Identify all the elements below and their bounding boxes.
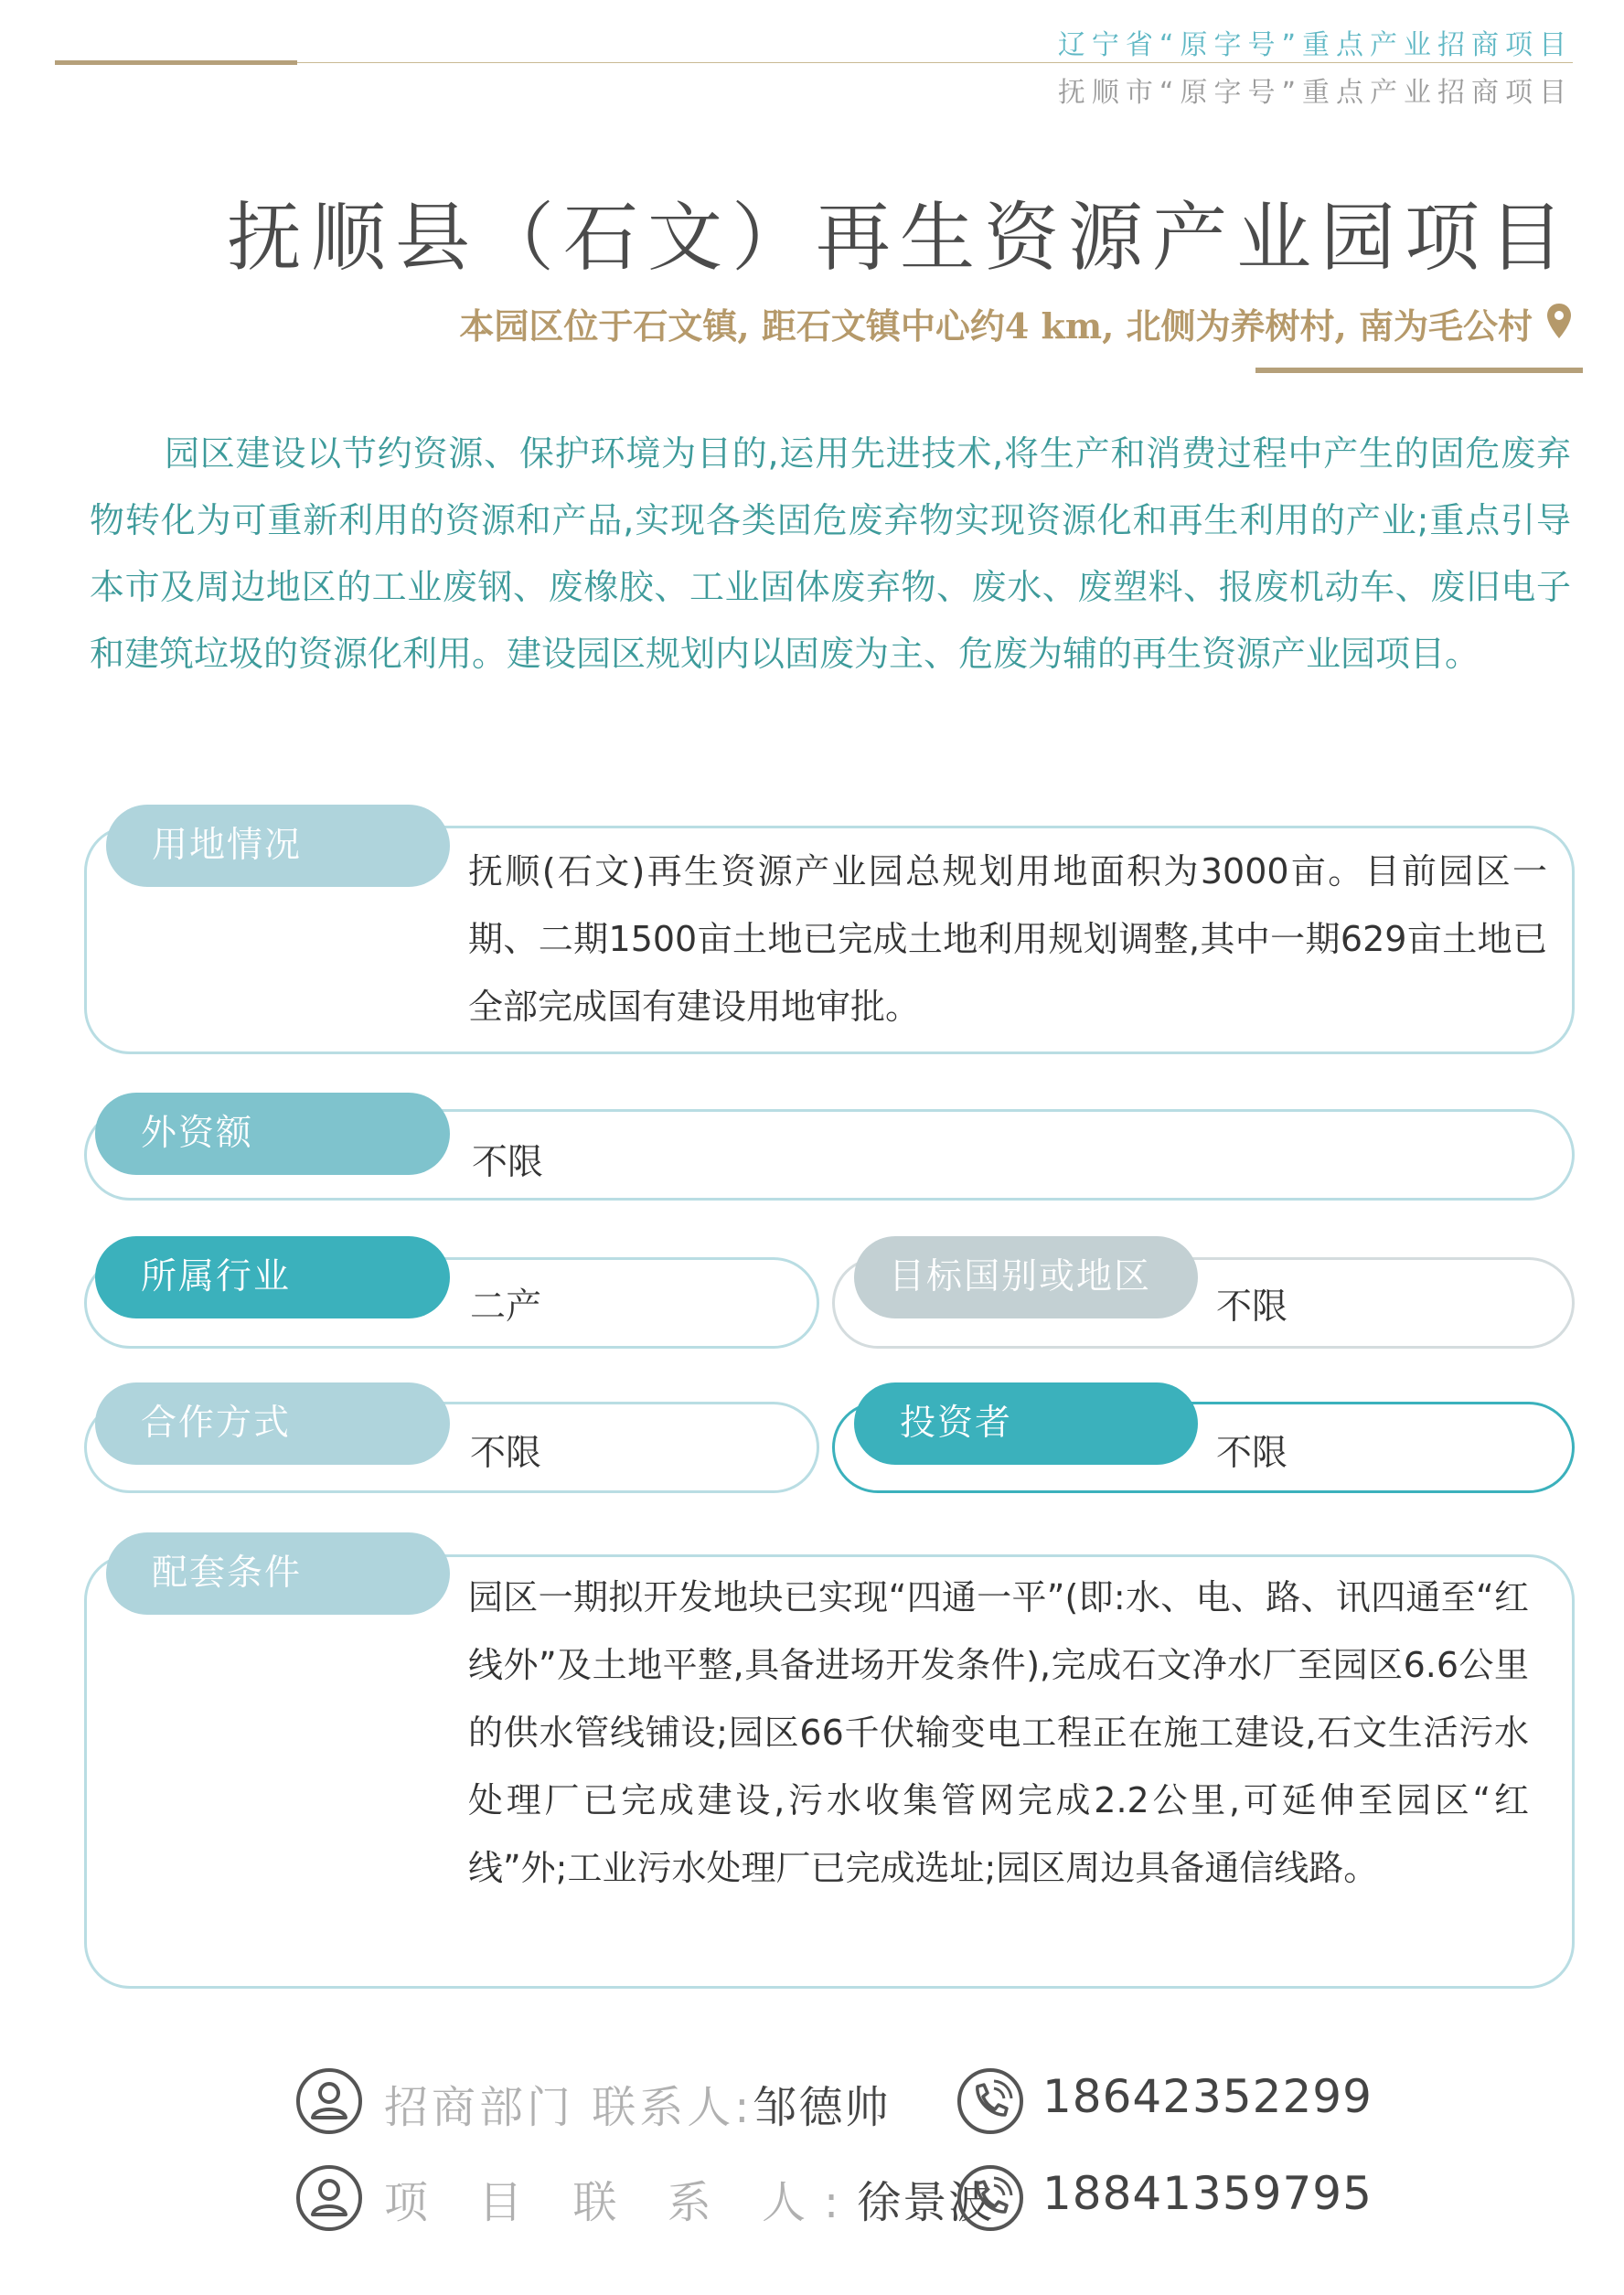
investor-label: 投资者 [854,1382,1198,1465]
subtitle-underline [1255,368,1583,373]
cooperation-value: 不限 [470,1433,542,1474]
industry-value: 二产 [470,1286,542,1328]
contact-label-investment: 招商部门 联系人:邹德帅 [384,2082,891,2133]
page-title: 抚顺县（石文）再生资源产业园项目 [226,195,1573,282]
location-pin-icon [1545,302,1573,340]
land-label: 用地情况 [106,805,450,887]
phone-icon [956,2163,1025,2233]
investor-value: 不限 [1216,1433,1288,1474]
location-subtitle: 本园区位于石文镇, 距石文镇中心约4 km, 北侧为养树村, 南为毛公村 [459,305,1533,347]
contact-label-project: 项 目 联 系 人:徐景波 [384,2177,995,2228]
cooperation-label: 合作方式 [95,1382,450,1465]
header-divider [297,62,1573,63]
contact-name: 徐景波 [857,2177,995,2228]
industry-label: 所属行业 [95,1236,450,1318]
foreign-capital-value: 不限 [472,1142,544,1183]
person-icon [294,2163,364,2233]
contact-name: 邹德帅 [753,2082,891,2133]
facilities-label: 配套条件 [106,1532,450,1615]
province-label: 辽宁省“原字号”重点产业招商项目 [1057,29,1573,61]
land-text: 抚顺(石文)再生资源产业园总规划用地面积为3000亩。目前园区一期、二期1500亩土地已完成土地利用规划调整,其中一期629亩土地已全部完成国有建设用地审批。 [468,851,1547,1027]
city-label: 抚顺市“原字号”重点产业招商项目 [1057,77,1573,109]
contact-phone[interactable]: 18642352299 [1042,2070,1373,2123]
phone-icon [956,2066,1025,2136]
target-region-value: 不限 [1216,1286,1288,1328]
intro-paragraph: 园区建设以节约资源、保护环境为目的,运用先进技术,将生产和消费过程中产生的固危废弃物转化为可重新利用的资源和产品,实现各类固危废弃物实现资源化和再生利用的产业;重点引导本市及周边地区的工业废钢、废橡胶、工业固体废弃物、废水、废塑料、报废机动车、废旧电子和建筑垃圾的资源化利用。建设园区规划内以固废为主、危废为辅的再生资源产业园项目。 [90,433,1571,674]
facilities-text: 园区一期拟开发地块已实现“四通一平”(即:水、电、路、讯四通至“红线外”及土地平整,具备进场开发条件),完成石文净水厂至园区6.6公里的供水管线铺设;园区66千伏输变电工程正在施工建设,石文生活污水处理厂已完成建设,污水收集管网完成2.2公里,可延伸至园区“红线”外;工业污水处理厂已完成选址;园区周边具备通信线路。 [468,1577,1529,1888]
header-accent-line [55,60,297,65]
contact-phone[interactable]: 18841359795 [1042,2167,1373,2220]
person-icon [294,2066,364,2136]
foreign-capital-label: 外资额 [95,1093,450,1175]
target-region-label: 目标国别或地区 [854,1236,1198,1318]
